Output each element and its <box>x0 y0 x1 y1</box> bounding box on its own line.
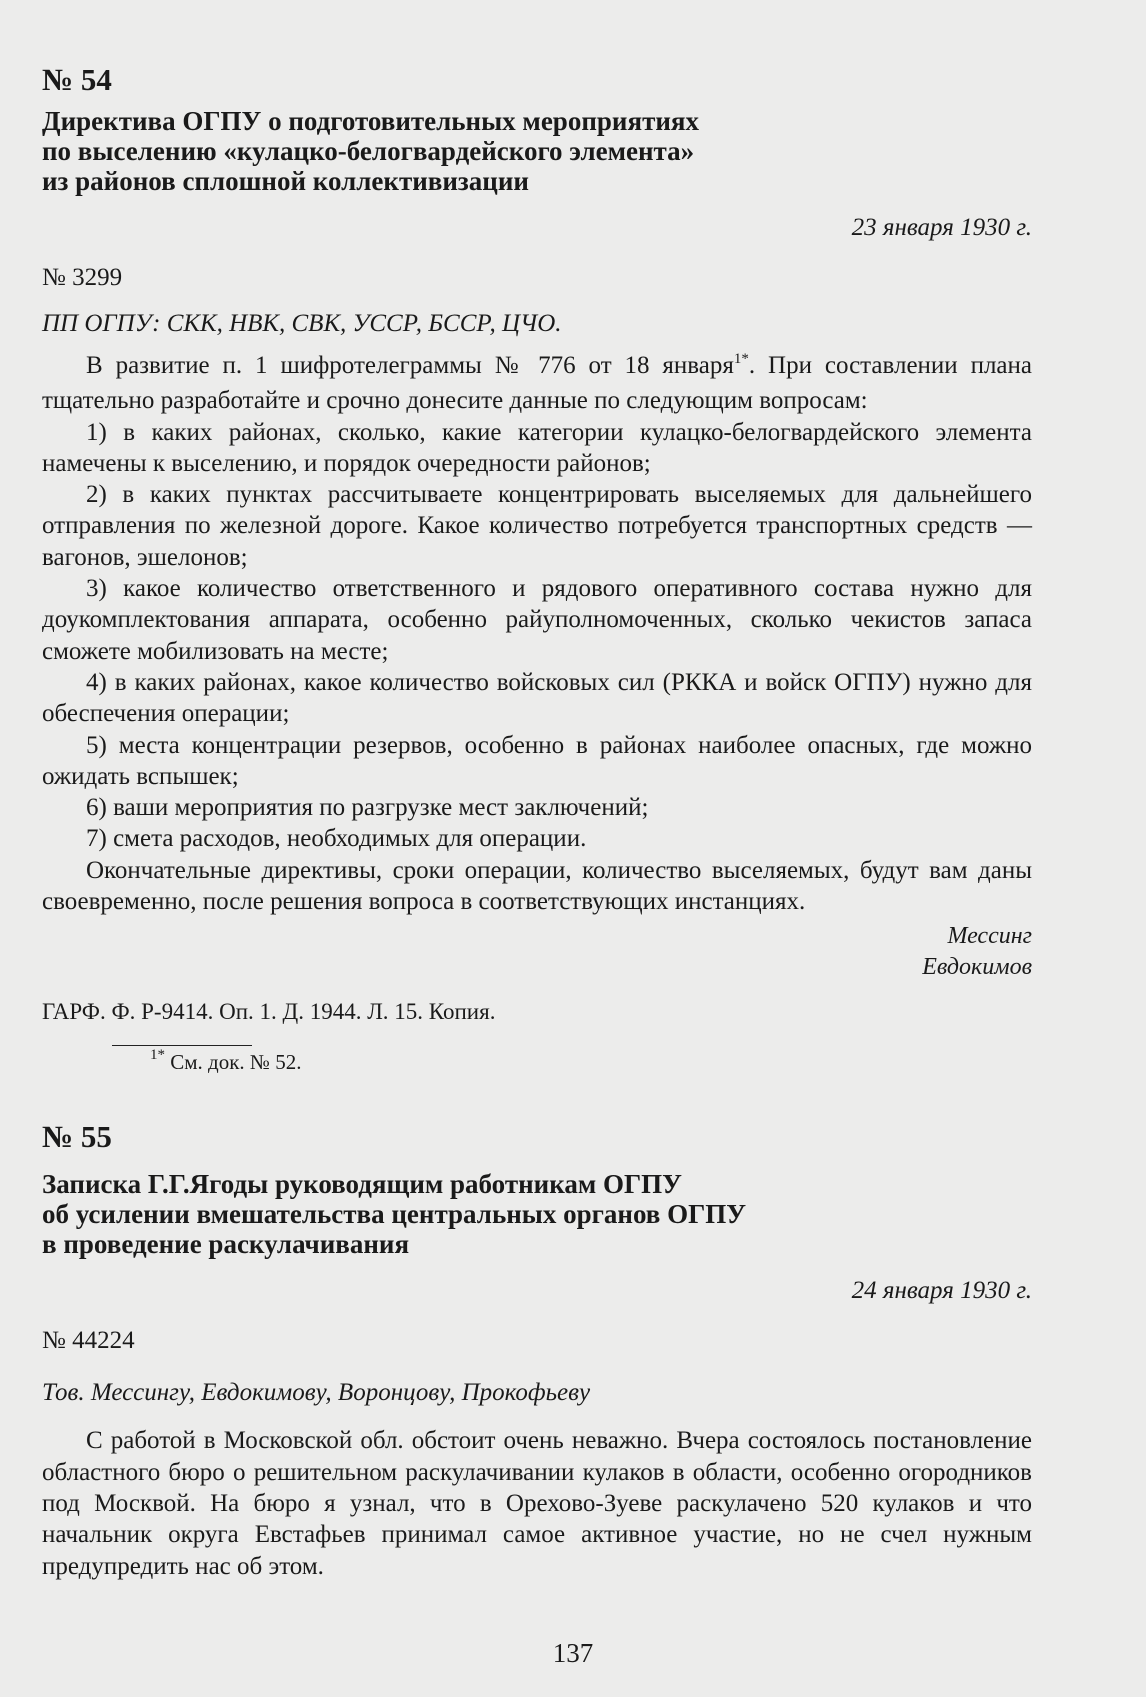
doc54-item: 1) в каких районах, сколько, какие категории кулацко-белогвардейского элемента намечены к выселению, и порядок очередности районов; <box>42 418 1032 477</box>
doc54-signatures <box>42 921 1032 983</box>
footnote-divider <box>112 1045 252 1046</box>
doc54-intro <box>42 350 1032 417</box>
doc54-item: 3) какое количество ответственного и рядового оперативного состава нужно для доукомплектования аппарата, особенно райуполномоченных, сколько чекистов запаса сможете мобилизовать на месте; <box>42 575 1032 665</box>
doc54-addressee: ПП ОГПУ: СКК, НВК, СВК, УССР, БССР, ЦЧО. <box>42 310 562 337</box>
doc54-body <box>42 350 1032 917</box>
doc54-number: № 54 <box>42 62 112 97</box>
doc55-title-line: Записка Г.Г.Ягоды руководящим работникам ОГПУ <box>42 1169 682 1200</box>
footnote-text: См. док. № 52. <box>165 1050 302 1075</box>
doc54-footnote <box>150 1048 1032 1079</box>
doc55-title-line: в проведение раскулачивания <box>42 1229 410 1260</box>
footnote-reference: 1* <box>733 351 749 367</box>
doc54-reg-number: № 3299 <box>42 264 123 291</box>
doc54-date: 23 января 1930 г. <box>851 214 1032 241</box>
page-content <box>42 62 1032 1582</box>
doc54-title-line: Директива ОГПУ о подготовительных мероприятиях <box>42 106 699 136</box>
page-number: 137 <box>552 1638 594 1668</box>
signature-name: Мессинг <box>947 923 1032 950</box>
doc55-reg-number: № 44224 <box>42 1327 135 1355</box>
doc54-title-line: по выселению «кулацко-белогвардейского элемента» <box>42 136 695 166</box>
doc54-item: 5) места концентрации резервов, особенно в районах наиболее опасных, где можно ожидать вспышек; <box>42 731 1032 790</box>
doc55-title-line: об усилении вмешательства центральных органов ОГПУ <box>42 1199 747 1230</box>
footnote-mark: 1* <box>150 1047 165 1064</box>
doc54-intro-tail: . При составлении плана тщательно разработайте и срочно донесите данные по следующим вопросам: <box>42 352 1033 415</box>
doc54-item: 2) в каких пунктах рассчитываете концентрировать выселяемых для дальнейшего отправления по железной дороге. Какое количество потребуется транспортных средств — вагонов, эшелонов; <box>42 481 1032 571</box>
signature-name: Евдокимов <box>922 954 1032 981</box>
doc54-title <box>42 106 1032 196</box>
doc55-paragraph: С работой в Московской обл. обстоит очень неважно. Вчера состоялось постановление областного бюро о решительном раскулачивании кулаков в области, особенно огородников под Москвой. На бюро я узнал, что в Орехово-Зуеве раскулачено 520 кулаков и что начальник округа Евстафьев принимал самое активное участие, но не счел нужным предупредить нас об этом. <box>42 1427 1032 1580</box>
doc54-item: 7) смета расходов, необходимых для операции. <box>86 825 587 853</box>
doc54-item: 4) в каких районах, какое количество войсковых сил (РККА и войск ОГПУ) нужно для обеспечения операции; <box>42 668 1032 728</box>
doc55-addressee: Тов. Мессингу, Евдокимову, Воронцову, Прокофьеву <box>42 1379 591 1407</box>
doc54-item: 6) ваши мероприятия по разгрузке мест заключений; <box>86 794 649 822</box>
doc55-title <box>42 1169 1032 1259</box>
doc55-number: № 55 <box>42 1119 112 1155</box>
doc54-title-line: из районов сплошной коллективизации <box>42 166 529 196</box>
doc55-date: 24 января 1930 г. <box>851 1277 1032 1305</box>
doc55-body <box>42 1425 1032 1581</box>
doc54-intro-text: В развитие п. 1 шифротелеграммы № 776 от 18 января <box>86 352 734 379</box>
doc54-archive-reference: ГАРФ. Ф. Р-9414. Оп. 1. Д. 1944. Л. 15. Копия. <box>42 999 496 1025</box>
doc54-closing: Окончательные директивы, сроки операции, количество выселяемых, будут вам даны своевременно, после решения вопроса в соответствующих инстанциях. <box>42 856 1032 916</box>
